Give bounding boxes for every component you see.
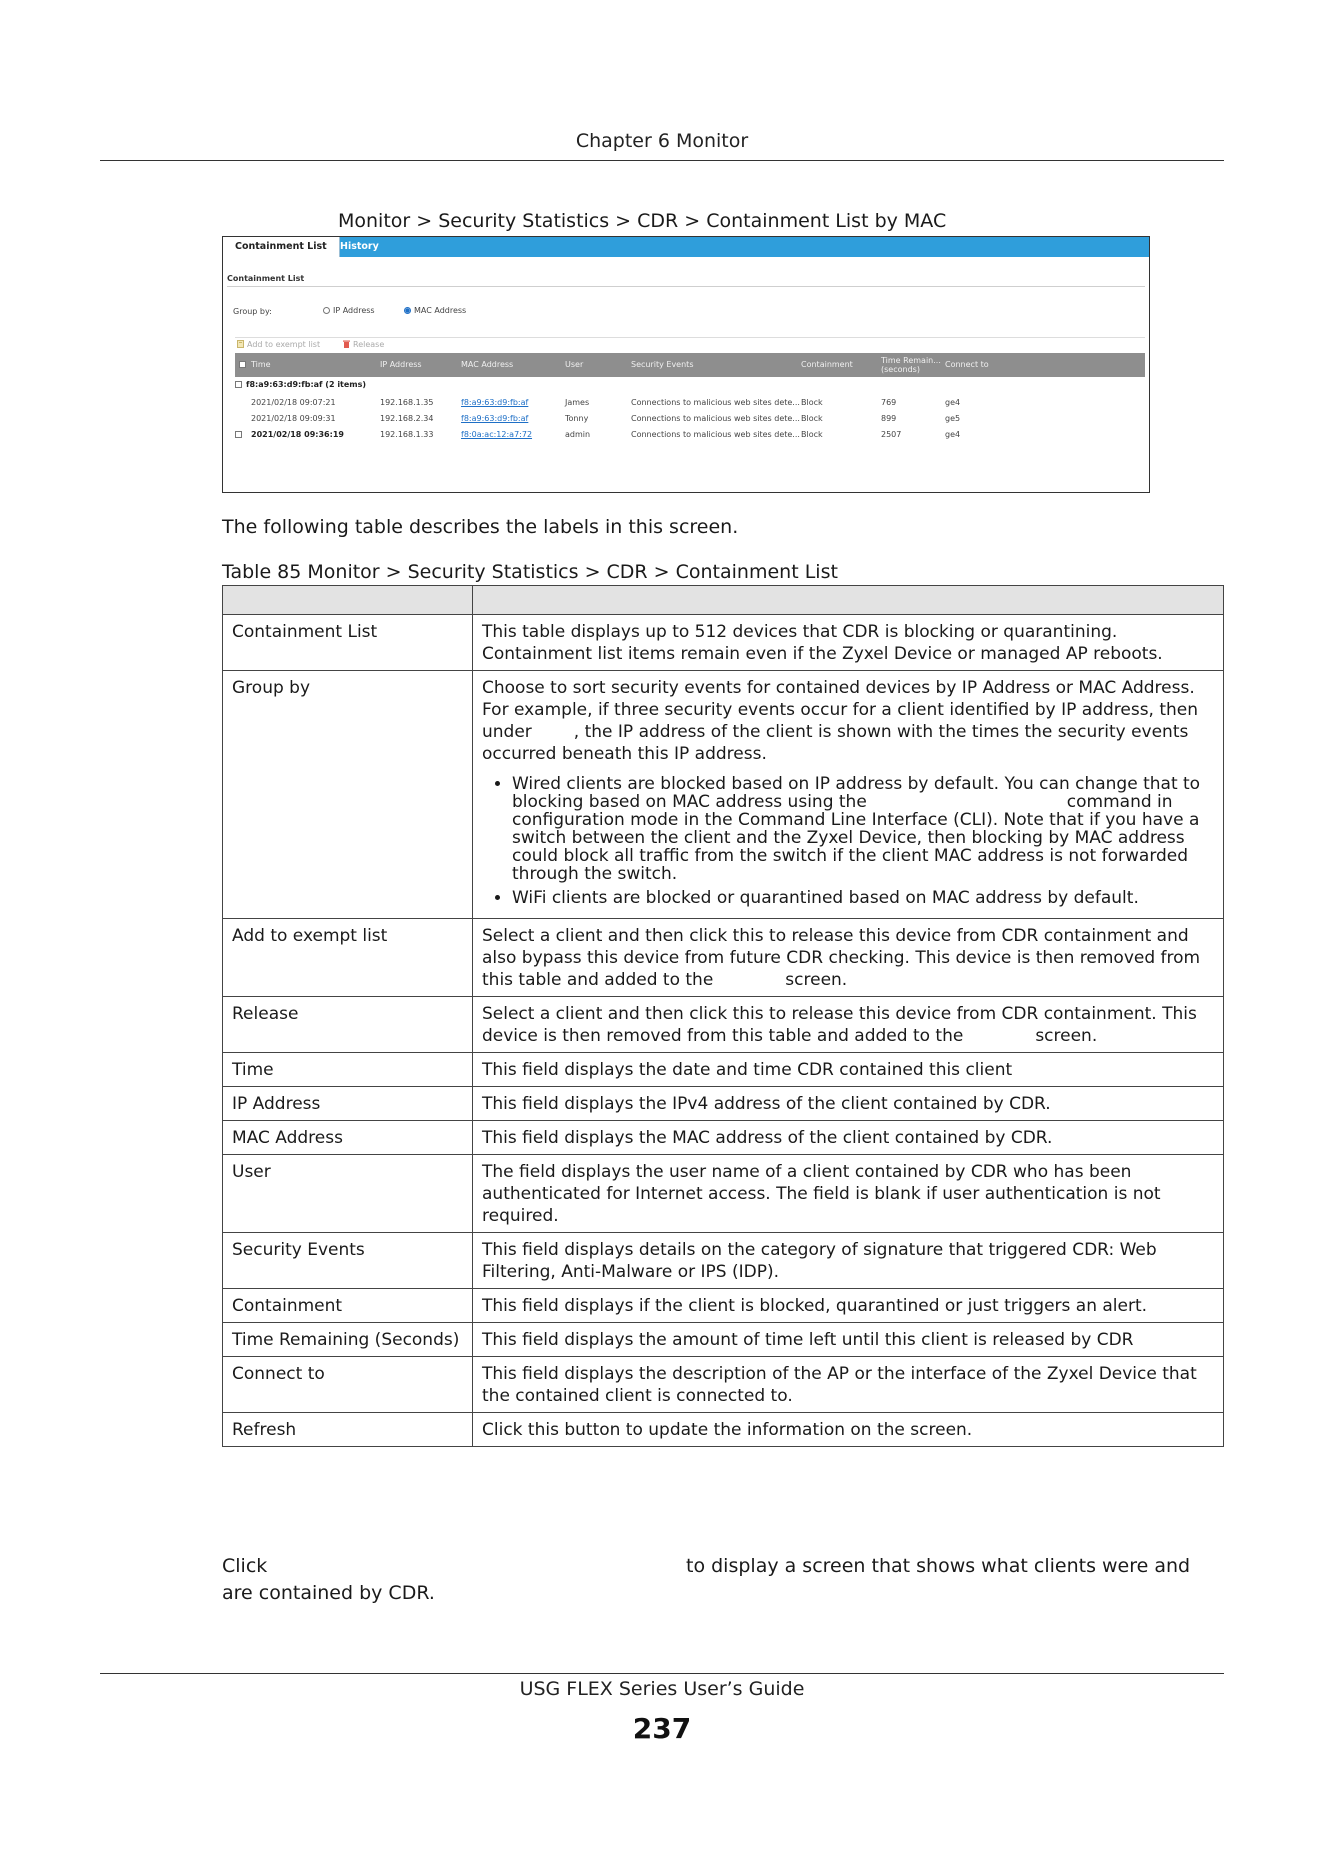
- radio-ip-label: IP Address: [333, 306, 375, 315]
- table-row: [223, 1121, 1224, 1155]
- label-cell: IP Address: [223, 1087, 473, 1121]
- containment-screenshot: [222, 236, 1150, 493]
- col-security-events[interactable]: Security Events: [631, 360, 694, 369]
- table-row: [223, 1155, 1224, 1233]
- group-by-desc-a: Choose to sort security events for contained devices by IP Address or MAC Address. For example, if three security events occur for a client identified by IP address, then: [482, 678, 1199, 720]
- table-row: [223, 1087, 1224, 1121]
- bottom-click-word: Click: [222, 1555, 268, 1577]
- table-row: [223, 671, 1224, 919]
- label-cell: User: [223, 1155, 473, 1233]
- bullet-item: [512, 775, 1214, 883]
- release-button[interactable]: [343, 340, 384, 349]
- cell-containment: Block: [801, 430, 823, 439]
- exempt-icon: [237, 340, 244, 348]
- trash-icon: [343, 340, 350, 348]
- description-cell: This field displays the MAC address of the client contained by CDR.: [473, 1121, 1224, 1155]
- cell-user: Tonny: [565, 414, 589, 423]
- label-cell: Group by: [223, 671, 473, 919]
- radio-mac-address[interactable]: [404, 306, 466, 315]
- description-cell: Click this button to update the information on the screen.: [473, 1413, 1224, 1447]
- table-caption: Table 85 Monitor > Security Statistics > CDR > Containment List: [222, 561, 838, 583]
- labels-table: [222, 585, 1224, 1447]
- header-cell-label: [223, 586, 473, 615]
- table-row: [223, 1413, 1224, 1447]
- label-cell: Containment List: [223, 615, 473, 671]
- add-to-exempt-button[interactable]: [237, 340, 320, 349]
- group-by-bullets: [482, 775, 1214, 907]
- label-cell: Security Events: [223, 1233, 473, 1289]
- checkbox-icon: [235, 381, 242, 388]
- col-time[interactable]: Time: [251, 360, 271, 369]
- page-number: 237: [632, 1712, 692, 1745]
- tab-containment-list[interactable]: Containment List: [223, 237, 340, 257]
- table-row: [223, 1233, 1224, 1289]
- cell-connect: ge4: [945, 430, 961, 439]
- description-cell: [473, 997, 1224, 1053]
- header-rule: [100, 160, 1224, 161]
- add-to-exempt-label: Add to exempt list: [247, 340, 321, 349]
- cell-time: 2021/02/18 09:07:21: [251, 398, 336, 407]
- release-desc-b: screen.: [1035, 1026, 1098, 1046]
- cell-time: 2021/02/18 09:36:19: [251, 430, 344, 439]
- cell-ip: 192.168.1.33: [380, 430, 434, 439]
- checkbox-icon: [239, 361, 246, 368]
- header-cell-description: [473, 586, 1224, 615]
- table-row: [223, 1357, 1224, 1413]
- description-cell: This table displays up to 512 devices that CDR is blocking or quarantining. Containment list items remain even if the Zyxel Device or managed AP reboots.: [473, 615, 1224, 671]
- label-cell: Connect to: [223, 1357, 473, 1413]
- col-time-remaining-line2: (seconds): [881, 365, 920, 374]
- exempt-desc-a: Select a client and then click this to release this device from CDR containment and also bypass this device from future CDR checking. This device is then removed from this table and added to the: [482, 926, 1201, 990]
- group-row-label: f8:a9:63:d9:fb:af (2 items): [246, 380, 367, 389]
- col-mac-address[interactable]: MAC Address: [461, 360, 514, 369]
- cell-mac-link[interactable]: f8:0a:ac:12:a7:72: [461, 430, 533, 439]
- group-by-label: Group by:: [233, 307, 272, 316]
- radio-off-icon: [323, 307, 330, 314]
- chapter-header: Chapter 6 Monitor: [575, 130, 749, 152]
- tab-history[interactable]: History: [340, 241, 379, 252]
- figure-caption: Monitor > Security Statistics > CDR > Containment List by MAC: [338, 210, 947, 232]
- table-row[interactable]: [235, 430, 1145, 444]
- table-toolbar: [235, 337, 1145, 352]
- cell-containment: Block: [801, 398, 823, 407]
- cell-user: James: [565, 398, 590, 407]
- table-row: [223, 919, 1224, 997]
- cell-remaining: 899: [881, 414, 897, 423]
- description-cell: This field displays the date and time CDR contained this client: [473, 1053, 1224, 1087]
- description-cell: This field displays the description of the AP or the interface of the Zyxel Device that the contained client is connected to.: [473, 1357, 1224, 1413]
- cell-event: Connections to malicious web sites dete...: [631, 430, 800, 439]
- cell-mac-link[interactable]: f8:a9:63:d9:fb:af: [461, 398, 529, 407]
- radio-on-icon: [404, 307, 411, 314]
- description-cell: This field displays details on the category of signature that triggered CDR: Web Filtering, Anti-Malware or IPS (IDP).: [473, 1233, 1224, 1289]
- radio-ip-address[interactable]: [323, 306, 375, 315]
- cell-time: 2021/02/18 09:09:31: [251, 414, 336, 423]
- select-all-checkbox[interactable]: [239, 353, 246, 377]
- cell-ip: 192.168.2.34: [380, 414, 434, 423]
- release-label: Release: [353, 340, 385, 349]
- table-row[interactable]: [235, 398, 1145, 412]
- bottom-paragraph-part-b: to display a screen that shows what clients were and: [686, 1555, 1191, 1577]
- group-by-desc-b2: , the IP address of the client is shown with the times the security events occurred beneath this IP address.: [482, 722, 1189, 764]
- tab-bar: [223, 237, 1149, 257]
- col-user[interactable]: User: [565, 360, 584, 369]
- bullet-wired-a: Wired clients are blocked based on IP address by default. You can change that to blocking based on MAC address using the: [512, 774, 1201, 812]
- description-cell: [473, 919, 1224, 997]
- label-cell: Release: [223, 997, 473, 1053]
- radio-mac-label: MAC Address: [414, 306, 467, 315]
- label-cell: Time: [223, 1053, 473, 1087]
- description-cell: The field displays the user name of a client contained by CDR who has been authenticated for Internet access. The field is blank if user authentication is not required.: [473, 1155, 1224, 1233]
- table-header: [235, 353, 1145, 377]
- description-cell: This field displays if the client is blocked, quarantined or just triggers an alert.: [473, 1289, 1224, 1323]
- label-cell: Add to exempt list: [223, 919, 473, 997]
- release-desc-a: Select a client and then click this to release this device from CDR containment. This device is then removed from this table and added to the: [482, 1004, 1197, 1046]
- cell-user: admin: [565, 430, 591, 439]
- intro-paragraph: The following table describes the labels in this screen.: [222, 516, 739, 538]
- table-row: [223, 1289, 1224, 1323]
- label-cell: MAC Address: [223, 1121, 473, 1155]
- bullet-wired-b: command in configuration mode in the Command Line Interface (CLI). Note that if you have a switch between the client and the Zyxel Device, then blocking by MAC address could block all traffic from the switch if the client MAC address is not forwarded through the switch.: [512, 792, 1200, 884]
- col-time-remaining[interactable]: [881, 353, 941, 380]
- table-row: [223, 1053, 1224, 1087]
- cell-connect: ge5: [945, 414, 961, 423]
- table-row: [223, 615, 1224, 671]
- table-header-row: [223, 586, 1224, 615]
- bottom-paragraph-part-c: are contained by CDR.: [222, 1582, 435, 1604]
- table-row: [223, 997, 1224, 1053]
- cell-remaining: 769: [881, 398, 897, 407]
- col-containment[interactable]: Containment: [801, 360, 853, 369]
- footer-title: USG FLEX Series User’s Guide: [519, 1678, 805, 1700]
- description-cell: This field displays the amount of time left until this client is released by CDR: [473, 1323, 1224, 1357]
- exempt-desc-b: screen.: [785, 970, 848, 990]
- cell-event: Connections to malicious web sites dete...: [631, 414, 800, 423]
- bullet-item: • WiFi clients are blocked or quarantined based on MAC address by default.: [512, 889, 1214, 907]
- cell-containment: Block: [801, 414, 823, 423]
- description-cell: [473, 671, 1224, 919]
- group-by-desc-b1: under: [482, 722, 532, 742]
- section-title: Containment List: [227, 274, 305, 283]
- group-row[interactable]: [235, 380, 366, 389]
- label-cell: Containment: [223, 1289, 473, 1323]
- label-cell: Time Remaining (Seconds): [223, 1323, 473, 1357]
- label-cell: Refresh: [223, 1413, 473, 1447]
- cell-event: Connections to malicious web sites dete...: [631, 398, 800, 407]
- col-time-remaining-line1: Time Remain...: [881, 356, 941, 365]
- section-divider: [227, 286, 1145, 287]
- checkbox-icon: [235, 431, 242, 438]
- description-cell: This field displays the IPv4 address of the client contained by CDR.: [473, 1087, 1224, 1121]
- row-checkbox[interactable]: [235, 430, 242, 439]
- cell-mac-link[interactable]: f8:a9:63:d9:fb:af: [461, 414, 529, 423]
- cell-remaining: 2507: [881, 430, 902, 439]
- cell-connect: ge4: [945, 398, 961, 407]
- footer-rule: [100, 1673, 1224, 1674]
- table-row[interactable]: [235, 414, 1145, 428]
- col-connect-to[interactable]: Connect to: [945, 360, 989, 369]
- col-ip-address[interactable]: IP Address: [380, 360, 422, 369]
- table-row: [223, 1323, 1224, 1357]
- cell-ip: 192.168.1.35: [380, 398, 434, 407]
